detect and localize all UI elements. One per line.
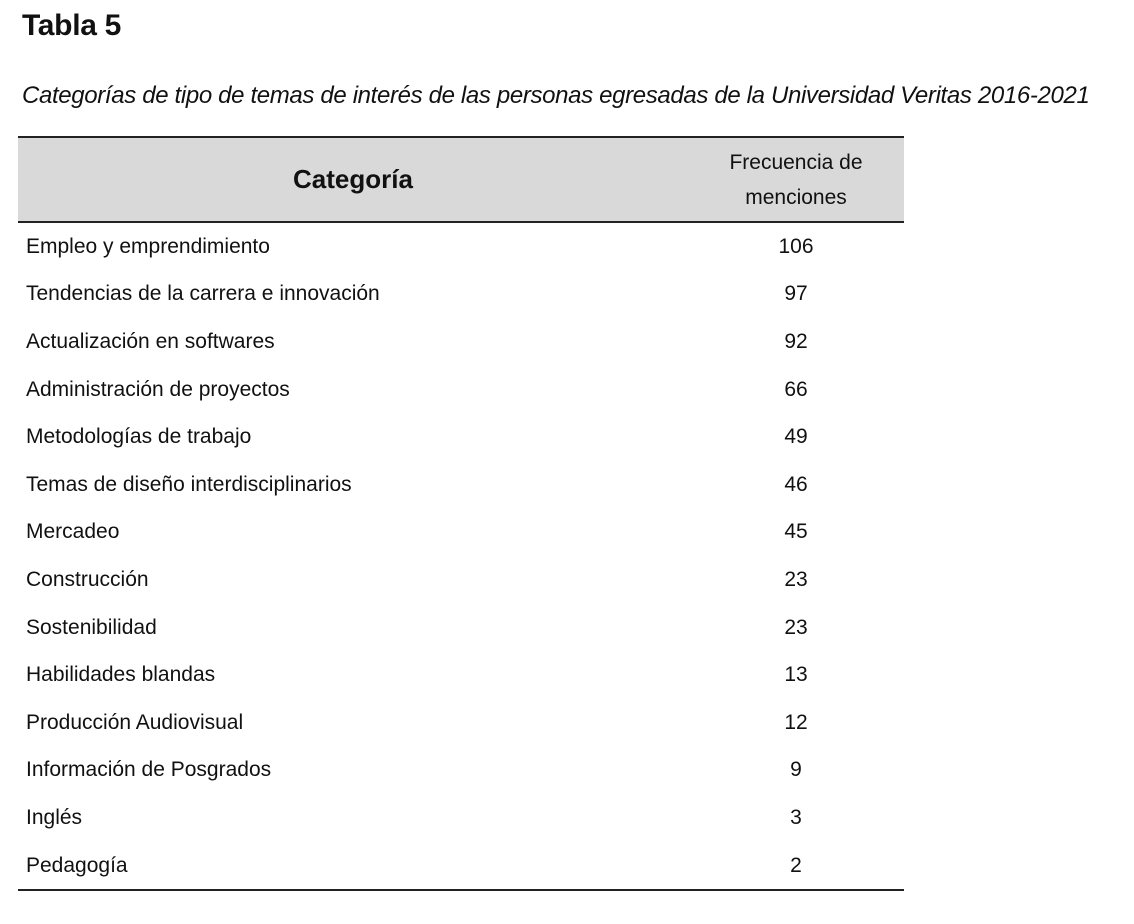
column-header-frequency-line1: Frecuencia de bbox=[729, 150, 863, 174]
category-cell: Administración de proyectos bbox=[26, 377, 290, 401]
table-row bbox=[18, 366, 904, 414]
frequency-cell: 66 bbox=[784, 377, 808, 401]
frequency-cell: 46 bbox=[784, 472, 808, 496]
table-row bbox=[18, 222, 904, 271]
category-cell: Actualización en softwares bbox=[26, 329, 275, 353]
table-row bbox=[18, 318, 904, 366]
table-number: Tabla 5 bbox=[22, 9, 122, 42]
category-cell: Temas de diseño interdisciplinarios bbox=[26, 472, 352, 496]
frequency-cell: 13 bbox=[784, 663, 808, 687]
category-cell: Sostenibilidad bbox=[26, 615, 157, 639]
category-cell: Metodologías de trabajo bbox=[26, 425, 252, 449]
frequency-cell: 23 bbox=[784, 567, 808, 591]
frequency-cell: 9 bbox=[790, 758, 802, 782]
table-row bbox=[18, 794, 904, 842]
table-header bbox=[18, 137, 904, 222]
table-row bbox=[18, 604, 904, 652]
table-caption: Categorías de tipo de temas de interés de las personas egresadas de la Universidad Veritas 2016-2021 bbox=[22, 82, 1090, 109]
column-header-frequency-line2: menciones bbox=[745, 185, 847, 209]
category-frequency-table bbox=[18, 136, 904, 891]
table-row bbox=[18, 413, 904, 461]
table-body bbox=[18, 222, 904, 890]
frequency-cell: 92 bbox=[784, 329, 808, 353]
table-row bbox=[18, 556, 904, 604]
table-row bbox=[18, 842, 904, 891]
category-cell: Pedagogía bbox=[26, 853, 128, 877]
category-cell: Empleo y emprendimiento bbox=[26, 234, 270, 258]
category-cell: Producción Audiovisual bbox=[26, 710, 244, 734]
table-row bbox=[18, 699, 904, 747]
frequency-cell: 3 bbox=[790, 805, 802, 829]
table-row bbox=[18, 271, 904, 319]
column-header-frequency bbox=[688, 137, 904, 222]
frequency-cell: 106 bbox=[778, 234, 814, 258]
category-cell: Inglés bbox=[26, 805, 83, 829]
table-row bbox=[18, 509, 904, 557]
column-header-category: Categoría bbox=[18, 137, 688, 222]
frequency-cell: 23 bbox=[784, 615, 808, 639]
category-cell: Habilidades blandas bbox=[26, 663, 216, 687]
category-cell: Tendencias de la carrera e innovación bbox=[26, 282, 380, 306]
frequency-cell: 12 bbox=[784, 710, 808, 734]
frequency-cell: 97 bbox=[784, 282, 808, 306]
frequency-cell: 45 bbox=[784, 520, 808, 544]
category-cell: Información de Posgrados bbox=[26, 758, 272, 782]
frequency-cell: 49 bbox=[784, 425, 808, 449]
frequency-cell: 2 bbox=[790, 853, 802, 877]
category-cell: Construcción bbox=[26, 567, 149, 591]
header-row bbox=[18, 137, 904, 222]
table-row bbox=[18, 747, 904, 795]
table-row bbox=[18, 461, 904, 509]
category-cell: Mercadeo bbox=[26, 520, 120, 544]
table-row bbox=[18, 651, 904, 699]
